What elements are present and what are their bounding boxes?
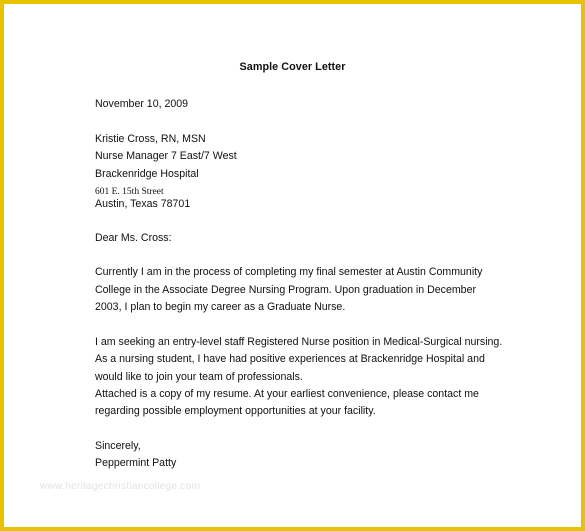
closing: Sincerely, (95, 440, 141, 452)
signature: Peppermint Patty (95, 457, 177, 469)
paragraph-2-line: would like to join your team of professionals. (95, 371, 303, 383)
paragraph-2-line: regarding possible employment opportunities at your facility. (95, 405, 376, 417)
paragraph-2-line: I am seeking an entry-level staff Registered Nurse position in Medical-Surgical nursing. (95, 336, 503, 348)
recipient-city-state-zip: Austin, Texas 78701 (95, 198, 191, 210)
paragraph-1-line: 2003, I plan to begin my career as a Graduate Nurse. (95, 301, 346, 313)
paragraph-2-line: Attached is a copy of my resume. At your earliest convenience, please contact me (95, 388, 479, 400)
salutation: Dear Ms. Cross: (95, 232, 172, 244)
watermark-text: www.heritagechristiancollege.com (40, 481, 201, 492)
recipient-street: 601 E. 15th Street (95, 187, 164, 197)
recipient-position: Nurse Manager 7 East/7 West (95, 150, 237, 162)
paragraph-1-line: College in the Associate Degree Nursing Program. Upon graduation in December (95, 284, 476, 296)
document-title: Sample Cover Letter (239, 61, 346, 73)
paragraph-2-line: As a nursing student, I have had positive experiences at Brackenridge Hospital and (95, 353, 485, 365)
recipient-name: Kristie Cross, RN, MSN (95, 133, 206, 145)
letter-date: November 10, 2009 (95, 98, 189, 110)
document-page (4, 4, 581, 527)
recipient-organization: Brackenridge Hospital (95, 168, 199, 180)
paragraph-1-line: Currently I am in the process of completing my final semester at Austin Community (95, 266, 483, 278)
